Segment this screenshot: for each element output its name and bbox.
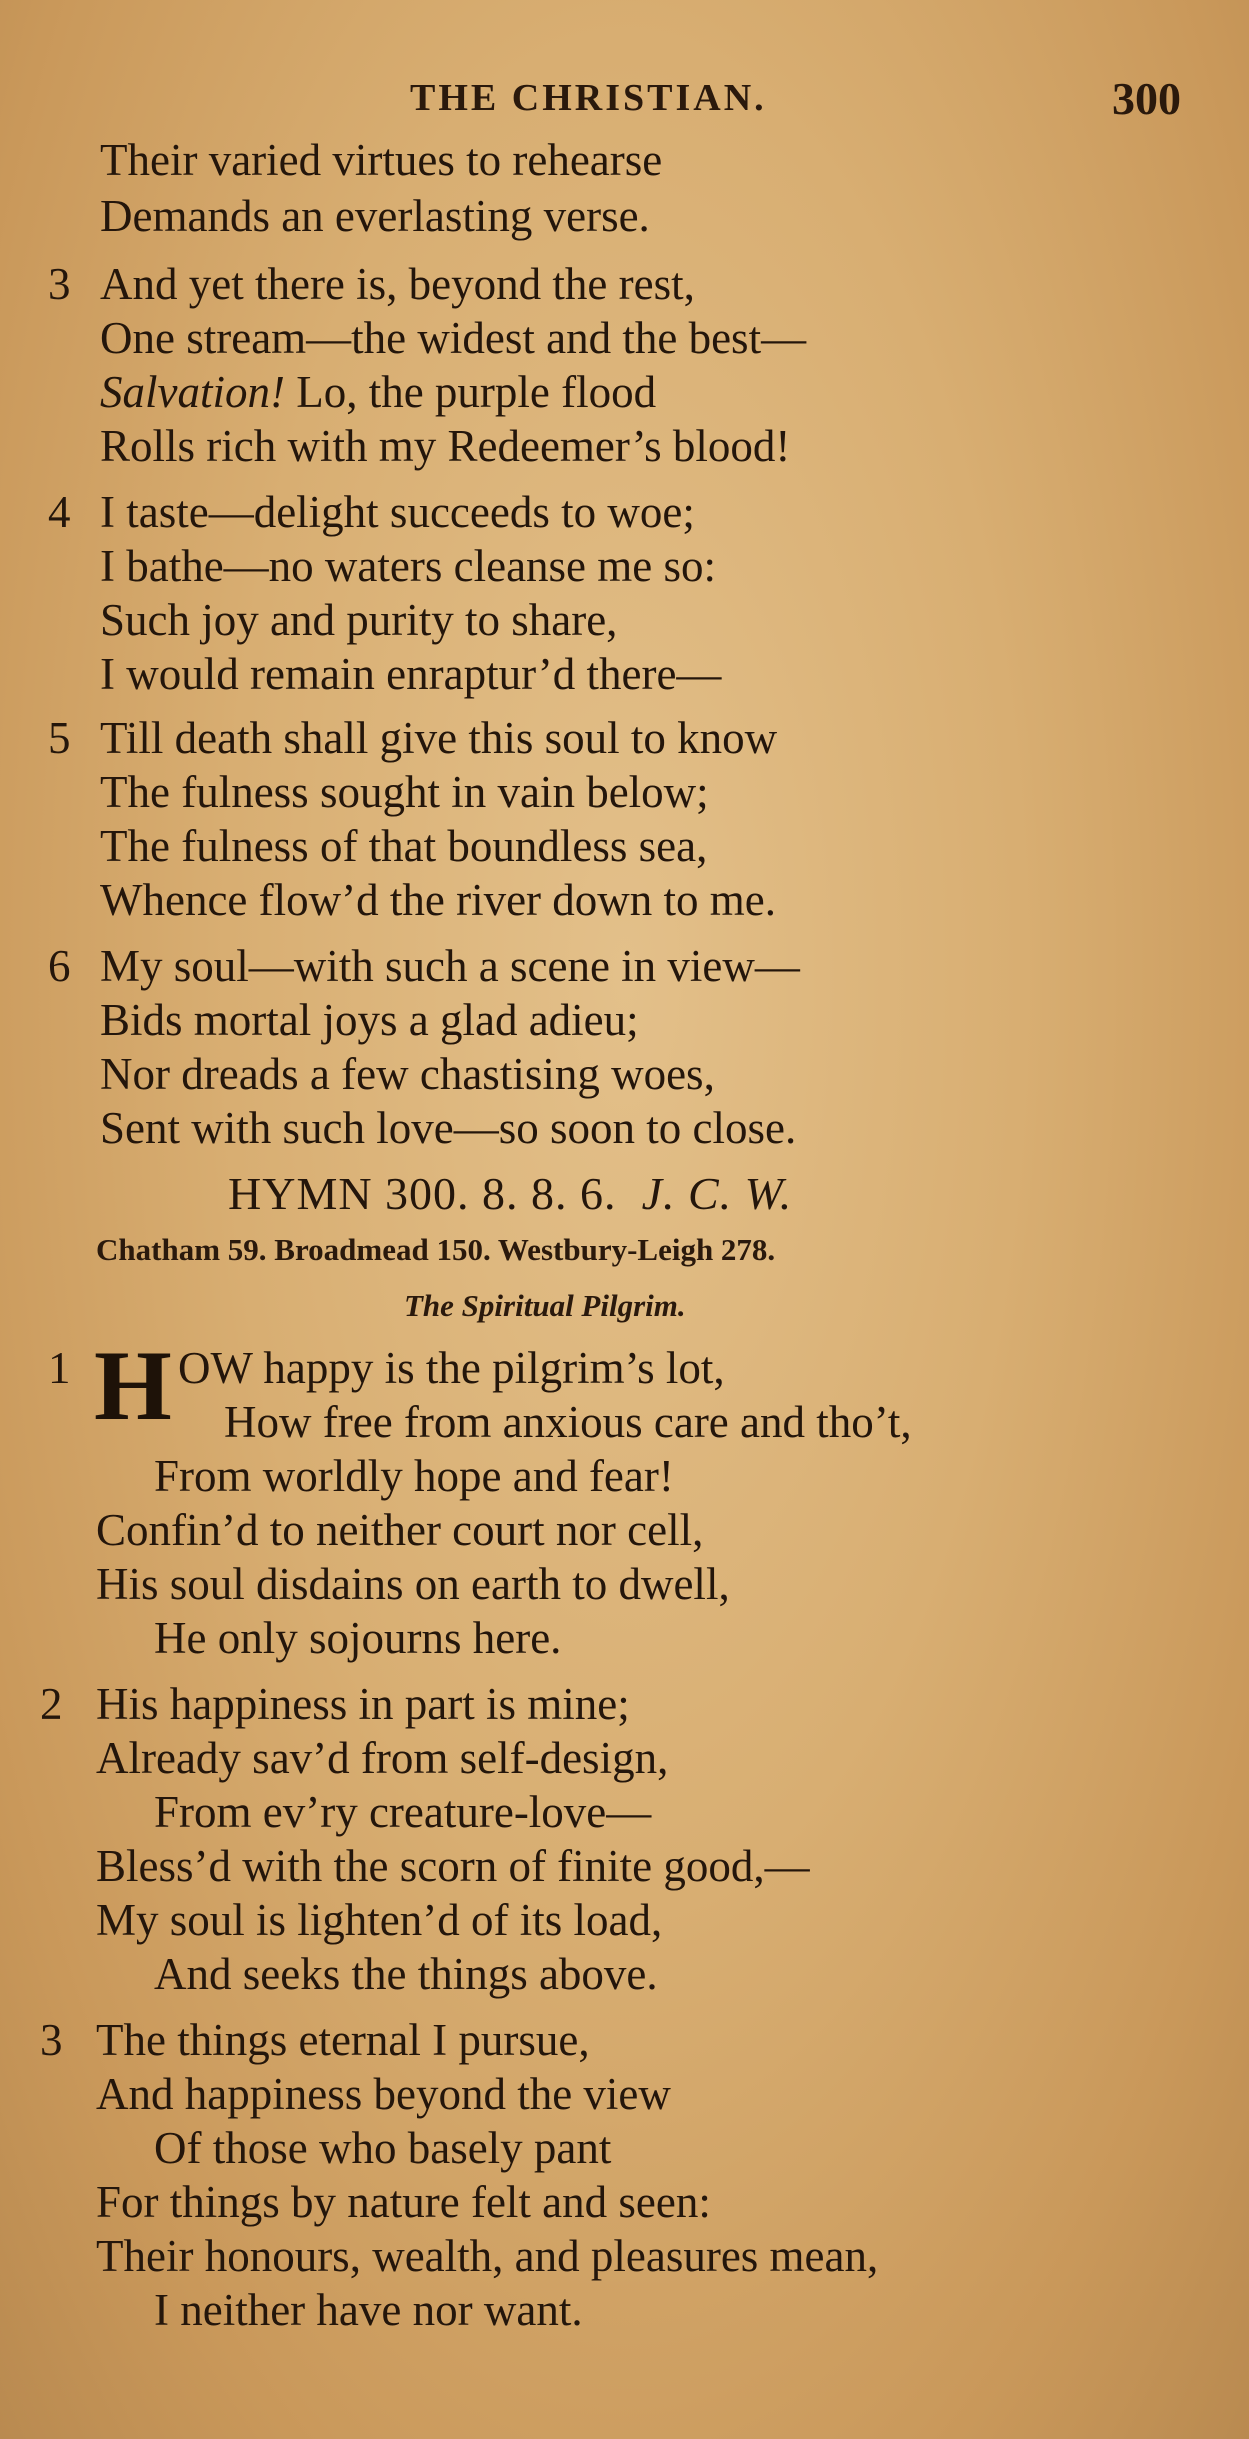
hymn-subtitle: The Spiritual Pilgrim. xyxy=(404,1288,686,1323)
running-title: THE CHRISTIAN. xyxy=(410,77,767,119)
verse-line: Bids mortal joys a glad adieu; xyxy=(100,995,639,1045)
verse-line: His soul disdains on earth to dwell, xyxy=(96,1559,730,1609)
verse-number: 6 xyxy=(48,941,71,991)
verse-number: 4 xyxy=(48,487,71,537)
hymn-number-meter: HYMN 300. 8. 8. 6. xyxy=(228,1168,617,1219)
verse-line: My soul is lighten’d of its load, xyxy=(96,1895,663,1945)
verse-line: The fulness sought in vain below; xyxy=(100,767,709,817)
verse-line: Their honours, wealth, and pleasures mean, xyxy=(96,2231,879,2281)
hymn-author: J. C. W. xyxy=(641,1168,793,1219)
verse-line: For things by nature felt and seen: xyxy=(96,2177,711,2227)
verse-line: OW happy is the pilgrim’s lot, xyxy=(178,1343,725,1393)
line-rest: Lo, the purple flood xyxy=(284,367,657,417)
verse-line: Demands an everlasting verse. xyxy=(100,191,650,241)
verse-line: His happiness in part is mine; xyxy=(96,1679,630,1729)
page-number: 300 xyxy=(1112,73,1181,124)
verse-line: How free from anxious care and tho’t, xyxy=(224,1397,912,1447)
verse-number: 1 xyxy=(48,1343,71,1393)
verse-line: One stream—the widest and the best— xyxy=(100,313,807,363)
verse-line: Of those who basely pant xyxy=(154,2123,612,2173)
verse-line: I would remain enraptur’d there— xyxy=(100,649,722,699)
verse-line: Sent with such love—so soon to close. xyxy=(100,1103,797,1153)
verse-line: And yet there is, beyond the rest, xyxy=(100,259,695,309)
verse-number: 3 xyxy=(40,2015,63,2065)
tune-references: Chatham 59. Broadmead 150. Westbury-Leigh 278. xyxy=(96,1232,776,1267)
verse-number: 2 xyxy=(40,1679,63,1729)
verse-line: Confin’d to neither court nor cell, xyxy=(96,1505,704,1555)
verse-line: Nor dreads a few chastising woes, xyxy=(100,1049,715,1099)
verse-line: I taste—delight succeeds to woe; xyxy=(100,487,695,537)
verse-line: Such joy and purity to share, xyxy=(100,595,618,645)
verse-line: The things eternal I pursue, xyxy=(96,2015,590,2065)
verse-line: And happiness beyond the view xyxy=(96,2069,671,2119)
verse-number: 3 xyxy=(48,259,71,309)
verse-number: 5 xyxy=(48,713,71,763)
verse-line: Their varied virtues to rehearse xyxy=(100,135,663,185)
drop-cap: H xyxy=(94,1330,172,1441)
verse-line: My soul—with such a scene in view— xyxy=(100,941,800,991)
verse-line: And seeks the things above. xyxy=(154,1949,658,1999)
verse-line: He only sojourns here. xyxy=(154,1613,562,1663)
verse-line: From worldly hope and fear! xyxy=(154,1451,674,1501)
hymn-title xyxy=(228,1167,792,1220)
verse-line: Already sav’d from self-design, xyxy=(96,1733,669,1783)
verse-line: The fulness of that boundless sea, xyxy=(100,821,708,871)
page-header xyxy=(0,72,1249,132)
verse-line: I neither have nor want. xyxy=(154,2285,583,2335)
verse-line: Bless’d with the scorn of finite good,— xyxy=(96,1841,810,1891)
verse-line xyxy=(100,367,657,417)
verse-line: Rolls rich with my Redeemer’s blood! xyxy=(100,421,791,471)
verse-line: I bathe—no waters cleanse me so: xyxy=(100,541,717,591)
italic-word: Salvation! xyxy=(100,367,285,417)
verse-line: From ev’ry creature-love— xyxy=(154,1787,652,1837)
verse-line: Till death shall give this soul to know xyxy=(100,713,778,763)
verse-line: Whence flow’d the river down to me. xyxy=(100,875,777,925)
